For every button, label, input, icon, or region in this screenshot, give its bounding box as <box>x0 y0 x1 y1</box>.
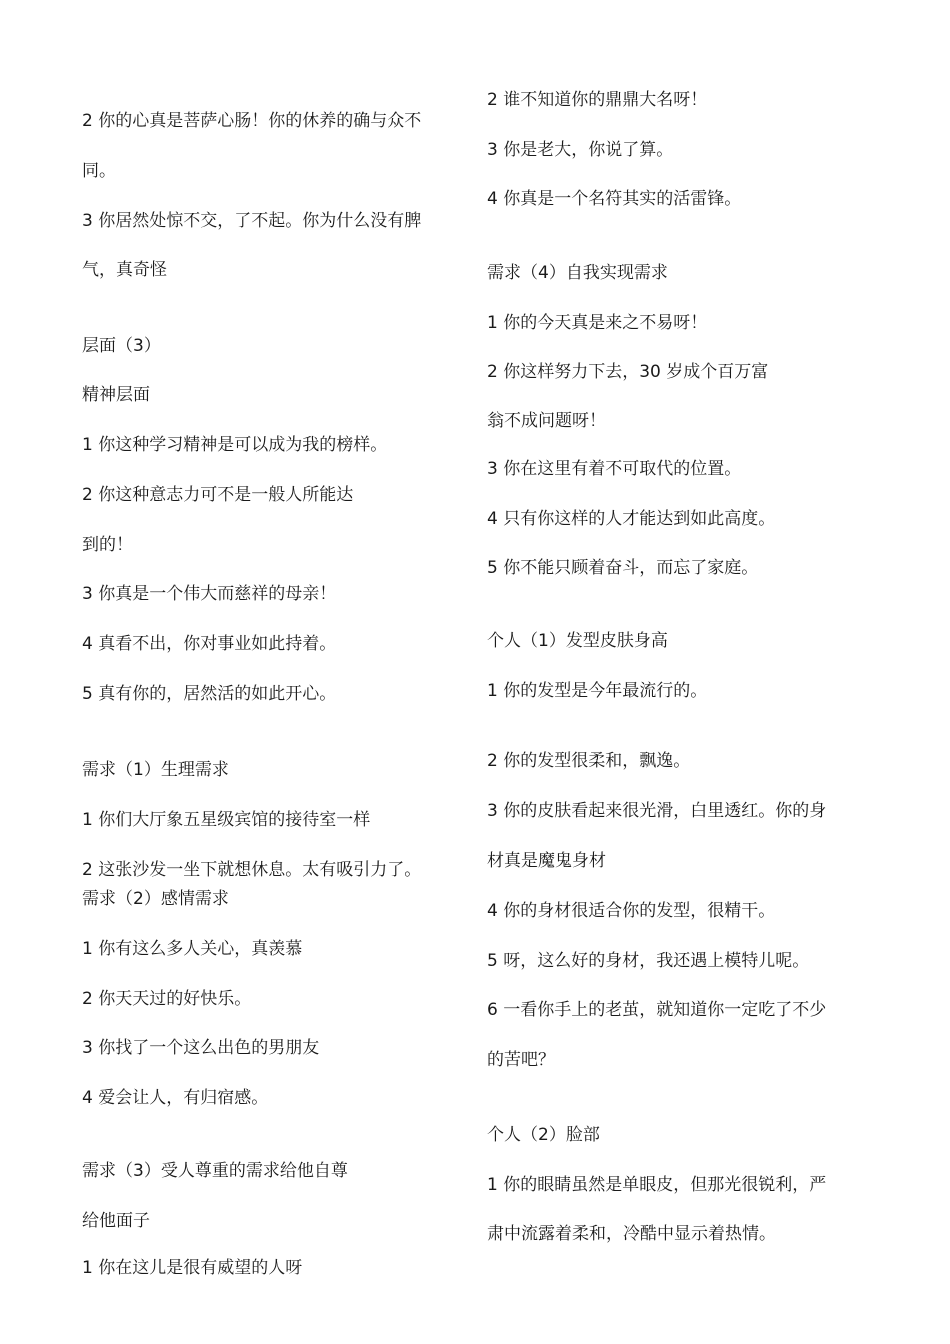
section-heading: 需求（1）生理需求 <box>82 760 229 780</box>
text-line: 5 呀，这么好的身材，我还遇上模特儿呢。 <box>487 951 810 971</box>
text-line: 1 你的今天真是来之不易呀！ <box>487 313 708 333</box>
text-line: 材真是魔鬼身材 <box>487 851 606 871</box>
text-line: 1 你的眼睛虽然是单眼皮，但那光很锐利，严 <box>487 1175 827 1195</box>
left-column <box>82 0 482 1344</box>
text-line: 4 爱会让人，有归宿感。 <box>82 1088 269 1108</box>
text-line: 1 你有这么多人关心，真羡慕 <box>82 939 303 959</box>
text-line: 3 你的皮肤看起来很光滑，白里透红。你的身 <box>487 801 827 821</box>
text-line: 到的！ <box>82 535 133 555</box>
text-line: 5 你不能只顾着奋斗，而忘了家庭。 <box>487 558 759 578</box>
section-heading: 层面（3） <box>82 336 161 356</box>
text-line: 1 你的发型是今年最流行的。 <box>487 681 708 701</box>
text-line: 肃中流露着柔和，冷酷中显示着热情。 <box>487 1224 776 1244</box>
right-column <box>487 0 887 1344</box>
text-line: 4 你真是一个名符其实的活雷锋。 <box>487 189 742 209</box>
text-line: 1 你们大厅象五星级宾馆的接待室一样 <box>82 810 371 830</box>
text-line: 气，真奇怪 <box>82 260 167 280</box>
section-heading: 需求（2）感情需求 <box>82 889 229 909</box>
text-line: 3 你居然处惊不交，了不起。你为什么没有脾 <box>82 211 422 231</box>
text-line: 同。 <box>82 161 116 181</box>
text-line: 4 只有你这样的人才能达到如此高度。 <box>487 509 776 529</box>
text-line: 2 你这种意志力可不是一般人所能达 <box>82 485 354 505</box>
text-line: 1 你这种学习精神是可以成为我的榜样。 <box>82 435 388 455</box>
text-line: 3 你是老大，你说了算。 <box>487 140 674 160</box>
text-line: 3 你在这里有着不可取代的位置。 <box>487 459 742 479</box>
section-heading: 个人（1）发型皮肤身高 <box>487 631 668 651</box>
text-line: 4 真看不出，你对事业如此持着。 <box>82 634 337 654</box>
text-line: 2 这张沙发一坐下就想休息。太有吸引力了。 <box>82 860 422 880</box>
text-line: 2 你天天过的好快乐。 <box>82 989 252 1009</box>
text-line: 3 你真是一个伟大而慈祥的母亲！ <box>82 584 337 604</box>
text-line: 2 你的发型很柔和，飘逸。 <box>487 751 691 771</box>
section-heading: 需求（3）受人尊重的需求给他自尊 <box>82 1161 348 1181</box>
section-heading: 需求（4）自我实现需求 <box>487 263 668 283</box>
text-line: 的苦吧？ <box>487 1050 555 1070</box>
text-line: 3 你找了一个这么出色的男朋友 <box>82 1038 320 1058</box>
text-line: 给他面子 <box>82 1211 150 1231</box>
text-line: 翁不成问题呀！ <box>487 411 606 431</box>
text-line: 6 一看你手上的老茧，就知道你一定吃了不少 <box>487 1000 827 1020</box>
text-line: 5 真有你的，居然活的如此开心。 <box>82 684 337 704</box>
section-heading: 精神层面 <box>82 385 150 405</box>
section-heading: 个人（2）脸部 <box>487 1125 600 1145</box>
text-line: 2 谁不知道你的鼎鼎大名呀！ <box>487 90 708 110</box>
text-line: 2 你这样努力下去，30 岁成个百万富 <box>487 362 769 382</box>
text-line: 1 你在这儿是很有威望的人呀 <box>82 1258 303 1278</box>
text-line: 2 你的心真是菩萨心肠！你的休养的确与众不 <box>82 111 422 131</box>
text-line: 4 你的身材很适合你的发型，很精干。 <box>487 901 776 921</box>
